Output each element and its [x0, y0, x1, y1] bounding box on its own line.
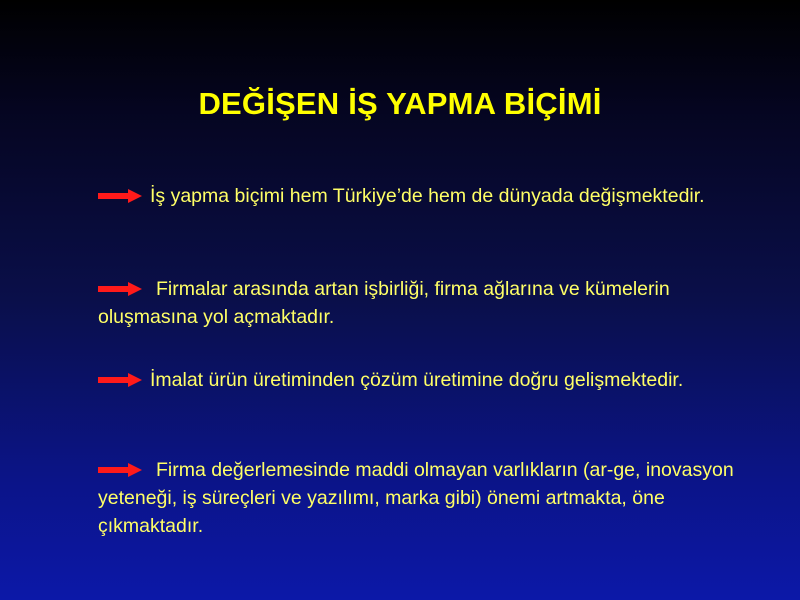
red-arrow-icon [98, 282, 142, 296]
bullet-item [98, 366, 738, 394]
red-arrow-icon [98, 373, 142, 387]
bullet-text: Firma değerlemesinde maddi olmayan varlıkların (ar-ge, inovasyon yeteneği, iş süreçleri ve yazılımı, marka gibi) önemi artmakta, öne çıkmaktadır. [98, 459, 734, 537]
bullet-text: Firmalar arasında artan işbirliği, firma ağlarına ve kümelerin oluşmasına yol açmaktadır. [98, 278, 670, 328]
red-arrow-icon [98, 463, 142, 477]
bullet-item [98, 456, 738, 540]
bullet-text: İmalat ürün üretiminden çözüm üretimine doğru gelişmektedir. [150, 369, 684, 391]
slide-title: DEĞİŞEN İŞ YAPMA BİÇİMİ [198, 86, 602, 121]
bullet-item [98, 182, 738, 210]
bullet-item [98, 275, 738, 331]
red-arrow-icon [98, 189, 142, 203]
bullet-text: İş yapma biçimi hem Türkiye’de hem de dünyada değişmektedir. [150, 185, 705, 207]
